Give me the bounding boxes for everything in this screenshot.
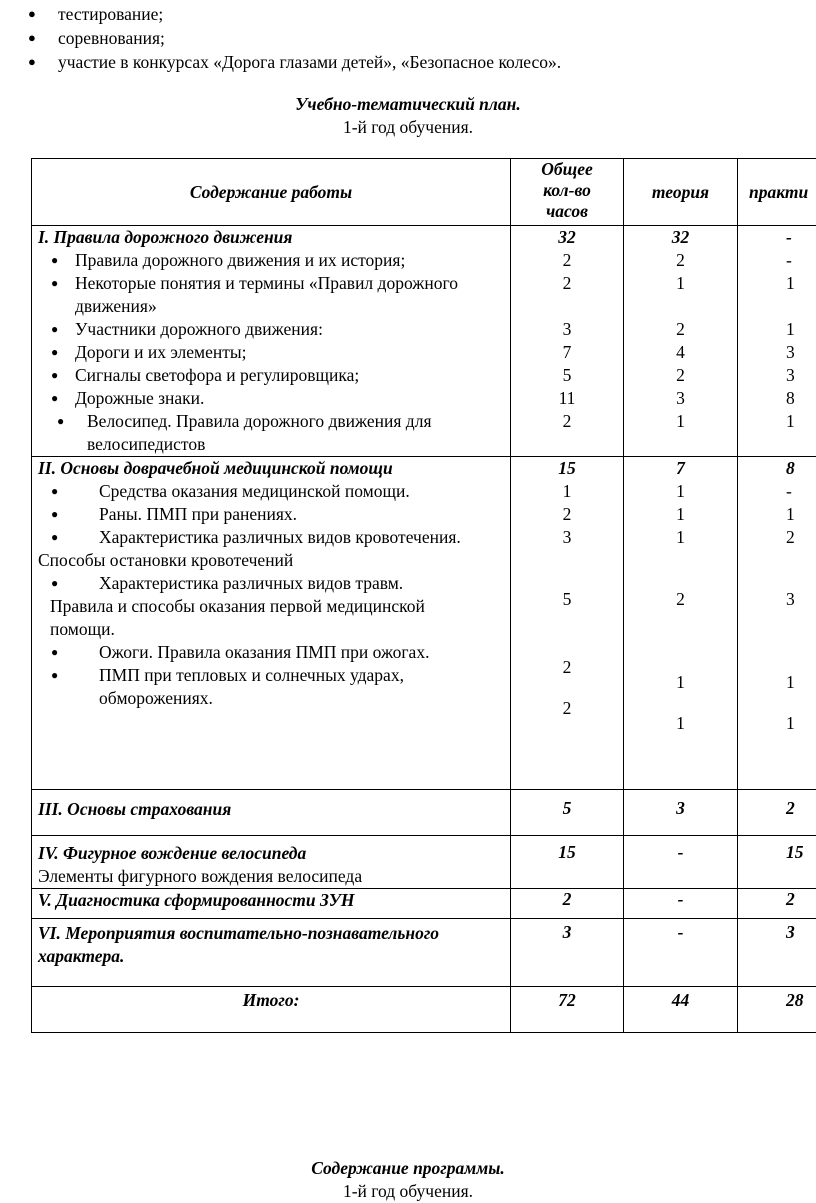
table-total-row xyxy=(32,987,816,1033)
section-practice: 15 xyxy=(738,836,816,889)
section-practice: - xyxy=(786,227,792,247)
section-subtitle: Элементы фигурного вождения велосипеда xyxy=(38,866,363,886)
cell-value: 3 xyxy=(676,388,685,408)
cell-value: 3 xyxy=(562,527,572,547)
cell-value: 2 xyxy=(562,411,572,431)
cell-value: 1 xyxy=(786,504,795,524)
section-title-continuation: характера. xyxy=(38,946,125,966)
item-text: Некоторые понятия и термины «Правил дорожного xyxy=(75,273,458,293)
bullet-icon: ● xyxy=(28,54,36,69)
bullet-icon: ● xyxy=(51,253,59,267)
cell-value: 1 xyxy=(676,504,685,524)
cell-value: 3 xyxy=(786,365,795,385)
list-item xyxy=(32,572,510,595)
cell-value: 1 xyxy=(786,319,795,339)
list-item-continuation: Правила и способы оказания первой медицинской xyxy=(50,596,425,616)
section-title: VI. Мероприятия воспитательно-познавательного xyxy=(38,923,440,943)
section-practice: 2 xyxy=(738,790,816,836)
section-total: 3 xyxy=(511,919,624,987)
total-practice: 28 xyxy=(738,987,816,1033)
cell-value: 2 xyxy=(562,273,572,293)
section-5-content xyxy=(32,889,511,919)
section-6-content xyxy=(32,919,511,987)
list-item-continuation: Способы остановки кровотечений xyxy=(38,550,294,570)
cell-value: 1 xyxy=(786,411,795,431)
section-2-theory xyxy=(624,457,738,790)
total-value: 72 xyxy=(511,987,624,1033)
bullet-icon: ● xyxy=(51,645,59,659)
list-item-text: участие в конкурсах «Дорога глазами детей», «Безопасное колесо». xyxy=(58,52,562,72)
section-theory: - xyxy=(624,836,738,889)
item-text: Правила дорожного движения и их история; xyxy=(75,250,406,270)
header-total xyxy=(511,159,624,226)
cell-value: 1 xyxy=(786,672,795,692)
section-total: 5 xyxy=(511,790,624,836)
bullet-icon: ● xyxy=(51,507,59,521)
cell-value: 1 xyxy=(676,481,685,501)
item-text: ПМП при тепловых и солнечных ударах, xyxy=(99,665,404,685)
list-item xyxy=(32,341,510,364)
list-item-continuation: помощи. xyxy=(50,619,115,639)
header-total-line: кол-во xyxy=(543,180,591,200)
section-practice: 8 xyxy=(786,458,795,478)
bullet-icon: ● xyxy=(51,391,59,405)
table-row xyxy=(32,226,816,457)
list-item xyxy=(32,526,510,549)
cell-value: 2 xyxy=(676,365,685,385)
section-2-content xyxy=(32,457,511,790)
section-1-practice xyxy=(738,226,816,457)
section-1-content xyxy=(32,226,511,457)
header-total-line: часов xyxy=(546,201,588,221)
list-item xyxy=(32,480,510,503)
header-total-line: Общее xyxy=(541,159,593,179)
section-theory: - xyxy=(624,889,738,919)
cell-value: - xyxy=(786,481,792,501)
section-4-content xyxy=(32,836,511,889)
cell-value: 5 xyxy=(562,365,572,385)
table-row xyxy=(32,836,816,889)
header-theory: теория xyxy=(624,159,738,226)
list-item xyxy=(32,272,510,295)
list-item xyxy=(28,3,164,25)
list-item xyxy=(32,664,510,687)
section-title: III. Основы страхования xyxy=(38,799,232,819)
section-theory: 32 xyxy=(671,227,690,247)
section-3-content xyxy=(32,790,511,836)
section-1-totals xyxy=(511,226,624,457)
bullet-icon: ● xyxy=(51,345,59,359)
header-practice: практи xyxy=(738,159,816,226)
cell-value: 2 xyxy=(562,504,572,524)
cell-value: 2 xyxy=(562,657,572,677)
section-practice: 2 xyxy=(738,889,816,919)
item-text: Сигналы светофора и регулировщика; xyxy=(75,365,360,385)
plan-subtitle: 1-й год обучения. xyxy=(342,117,474,137)
section-title: V. Диагностика сформированности ЗУН xyxy=(38,890,355,910)
cell-value: 3 xyxy=(562,319,572,339)
cell-value: 1 xyxy=(676,527,685,547)
item-text: Характеристика различных видов кровотечения. xyxy=(99,527,461,547)
bullet-icon: ● xyxy=(28,30,36,45)
curriculum-table xyxy=(31,158,816,1033)
cell-value: 3 xyxy=(786,589,795,609)
cell-value: 2 xyxy=(676,589,685,609)
bullet-icon: ● xyxy=(57,414,65,428)
list-item xyxy=(28,27,165,49)
section-2-practice xyxy=(738,457,816,790)
cell-value: 11 xyxy=(558,388,576,408)
bullet-icon: ● xyxy=(51,530,59,544)
program-title: Содержание программы. xyxy=(311,1158,505,1178)
cell-value: 2 xyxy=(786,527,795,547)
list-item-continuation: обморожениях. xyxy=(99,688,213,708)
list-item xyxy=(28,51,562,73)
total-label: Итого: xyxy=(32,987,511,1033)
list-item-text: тестирование; xyxy=(58,4,164,24)
section-title: II. Основы доврачебной медицинской помощи xyxy=(38,458,393,478)
cell-value: 1 xyxy=(676,672,685,692)
list-item-text: соревнования; xyxy=(58,28,165,48)
item-text: Характеристика различных видов травм. xyxy=(99,573,404,593)
section-total: 2 xyxy=(511,889,624,919)
list-item xyxy=(32,318,510,341)
section-theory: - xyxy=(624,919,738,987)
section-title: IV. Фигурное вождение велосипеда xyxy=(38,843,307,863)
list-item-continuation: движения» xyxy=(75,296,157,316)
cell-value: 5 xyxy=(562,589,572,609)
bullet-icon: ● xyxy=(51,576,59,590)
bullet-icon: ● xyxy=(51,276,59,290)
section-theory: 3 xyxy=(624,790,738,836)
total-theory: 44 xyxy=(624,987,738,1033)
cell-value: 2 xyxy=(562,250,572,270)
bullet-icon: ● xyxy=(28,6,36,21)
cell-value: 2 xyxy=(676,250,685,270)
section-theory: 7 xyxy=(676,458,685,478)
list-item xyxy=(32,364,510,387)
cell-value: 1 xyxy=(676,411,685,431)
bullet-icon: ● xyxy=(51,668,59,682)
header-content: Содержание работы xyxy=(32,159,511,226)
table-row xyxy=(32,457,816,790)
cell-value: 3 xyxy=(786,342,795,362)
item-text: Дороги и их элементы; xyxy=(75,342,247,362)
cell-value: 8 xyxy=(786,388,795,408)
section-practice: 3 xyxy=(738,919,816,987)
item-text: Участники дорожного движения: xyxy=(75,319,323,339)
list-item xyxy=(32,249,510,272)
list-item xyxy=(32,503,510,526)
section-title: I. Правила дорожного движения xyxy=(38,227,293,247)
list-item-continuation: велосипедистов xyxy=(87,434,206,454)
item-text: Дорожные знаки. xyxy=(75,388,205,408)
section-total: 32 xyxy=(558,227,576,247)
bullet-icon: ● xyxy=(51,368,59,382)
cell-value: 2 xyxy=(676,319,685,339)
item-text: Велосипед. Правила дорожного движения для xyxy=(87,411,432,431)
table-row xyxy=(32,919,816,987)
list-item xyxy=(32,641,510,664)
cell-value: - xyxy=(786,250,792,270)
cell-value: 1 xyxy=(676,273,685,293)
section-2-totals xyxy=(511,457,624,790)
section-1-theory xyxy=(624,226,738,457)
cell-value: 1 xyxy=(786,273,795,293)
program-subtitle: 1-й год обучения. xyxy=(342,1181,474,1201)
bullet-icon: ● xyxy=(51,484,59,498)
cell-value: 1 xyxy=(562,481,572,501)
item-text: Средства оказания медицинской помощи. xyxy=(99,481,410,501)
table-header-row xyxy=(32,159,816,226)
cell-value: 1 xyxy=(676,713,685,733)
table-row xyxy=(32,790,816,836)
section-total: 15 xyxy=(558,458,576,478)
item-text: Раны. ПМП при ранениях. xyxy=(99,504,297,524)
cell-value: 2 xyxy=(562,698,572,718)
item-text: Ожоги. Правила оказания ПМП при ожогах. xyxy=(99,642,430,662)
cell-value: 4 xyxy=(676,342,685,362)
table-row xyxy=(32,889,816,919)
bullet-icon: ● xyxy=(51,322,59,336)
list-item xyxy=(32,387,510,410)
cell-value: 1 xyxy=(786,713,795,733)
list-item xyxy=(32,410,510,433)
plan-title: Учебно-тематический план. xyxy=(295,94,521,114)
section-total: 15 xyxy=(511,836,624,889)
cell-value: 7 xyxy=(562,342,572,362)
